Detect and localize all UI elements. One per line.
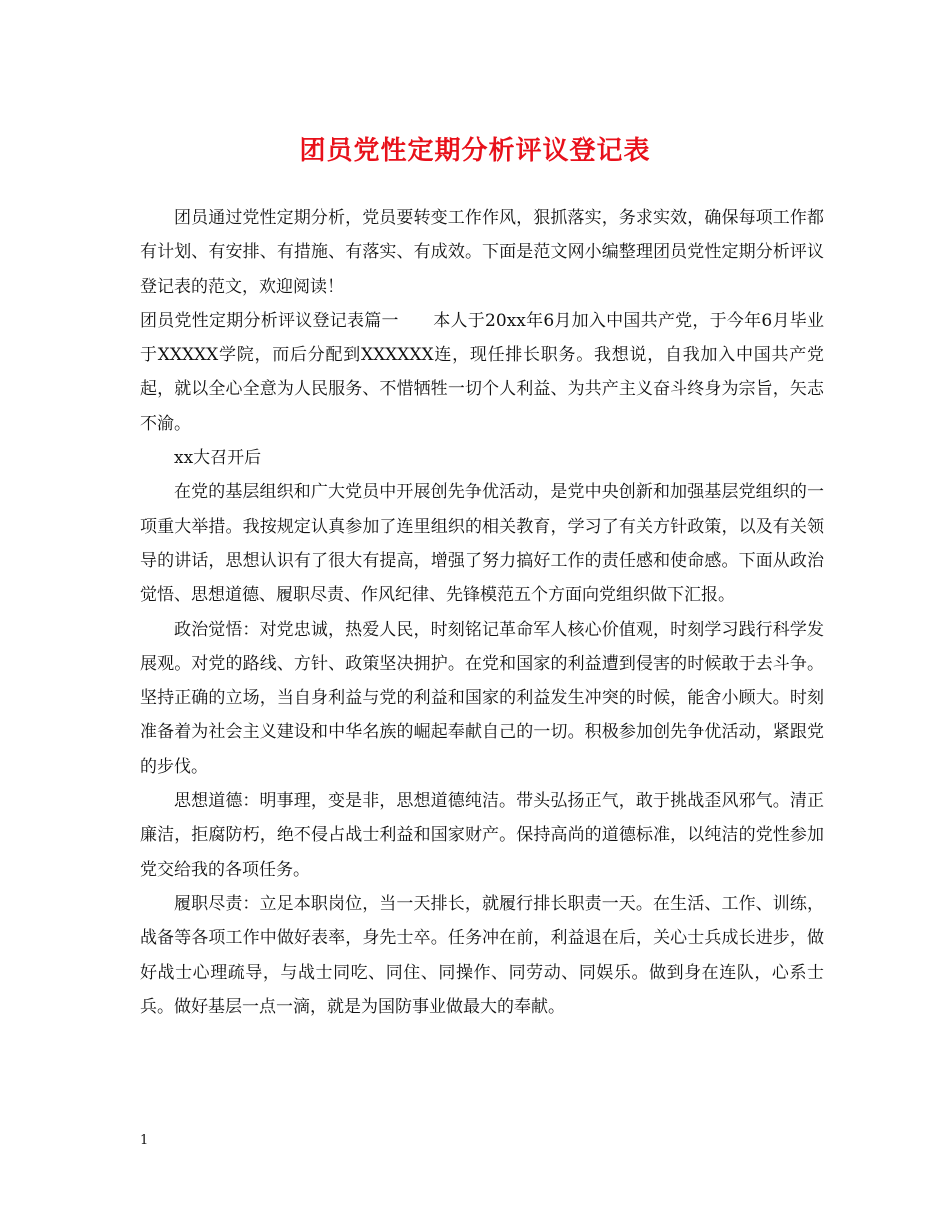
page-number: 1 (140, 1133, 149, 1148)
paragraph-congress: xx大召开后 (174, 448, 262, 469)
paragraph-ideology-morality: 思想道德：明事理，变是非，思想道德纯洁。带头弘扬正气，敢于挑战歪风邪气。清正廉洁，拒腐防朽，绝不侵占战士利益和国家财产。保持高尚的道德标准，以纯洁的党性参加党交给我的各项任务。 (140, 791, 824, 880)
paragraph-intro: 团员通过党性定期分析，党员要转变工作作风，狠抓落实，务求实效，确保每项工作都有计划、有安排、有措施、有落实、有成效。下面是范文网小编整理团员党性定期分析评议登记表的范文，欢迎阅读！ (140, 208, 824, 297)
paragraph-political-awareness: 政治觉悟：对党忠诚，热爱人民，时刻铭记革命军人核心价值观，时刻学习践行科学发展观。对党的路线、方针、政策坚决拥护。在党和国家的利益遭到侵害的时候敢于去斗争。坚持正确的立场，当自身利益与党的利益和国家的利益发生冲突的时候，能舍小顾大。时刻准备着为社会主义建设和中华名族的崛起奉献自己的一切。积极参加创先争优活动，紧跟党的步伐。 (140, 619, 824, 777)
document-title: 团员党性定期分析评议登记表 (299, 136, 651, 166)
document-body (140, 201, 824, 1024)
paragraph-duty-performance: 履职尽责：立足本职岗位，当一天排长，就履行排长职责一天。在生活、工作、训练，战备等各项工作中做好表率，身先士卒。任务冲在前，利益退在后，关心士兵成长进步，做好战士心理疏导，与战士同吃、同住、同操作、同劳动、同娱乐。做到身在连队，心系士兵。做好基层一点一滴，就是为国防事业做最大的奉献。 (140, 893, 824, 1017)
paragraph-activity: 在党的基层组织和广大党员中开展创先争优活动，是党中央创新和加强基层党组织的一项重大举措。我按规定认真参加了连里组织的相关教育，学习了有关方针政策，以及有关领导的讲话，思想认识有了很大有提高，增强了努力搞好工作的责任感和使命感。下面从政治觉悟、思想道德、履职尽责、作风纪律、先锋模范五个方面向党组织做下汇报。 (140, 482, 824, 606)
paragraph-section-one: 团员党性定期分析评议登记表篇一 本人于20xx年6月加入中国共产党，于今年6月毕业于XXXXX学院，而后分配到XXXXXX连，现任排长职务。我想说，自我加入中国共产党起，就以全心全意为人民服务、不惜牺牲一切个人利益、为共产主义奋斗终身为宗旨，矢志不渝。 (140, 310, 824, 434)
